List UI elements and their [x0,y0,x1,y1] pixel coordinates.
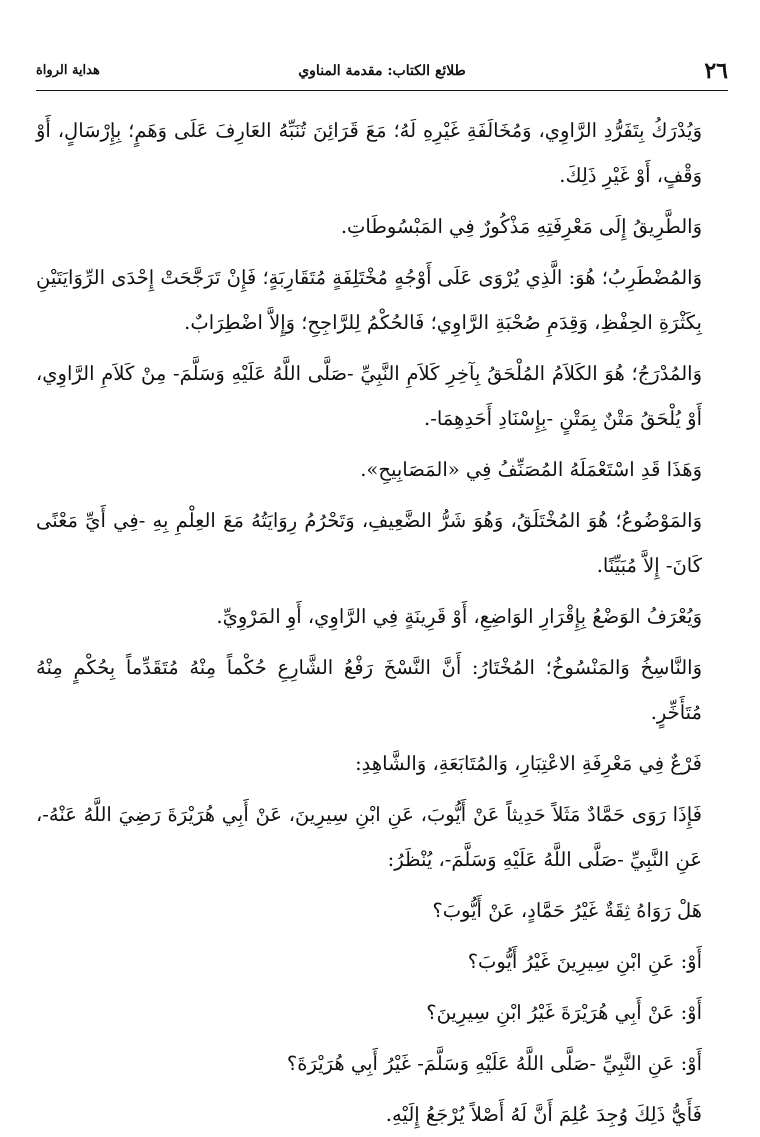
paragraph: فَإِذَا رَوَى حَمَّادٌ مَثَلاً حَدِيثاً عَنْ أَيُّوبَ، عَنِ ابْنِ سِيرِينَ، عَنْ أَبِي هُرَيْرَةَ رَضِيَ اللَّهُ عَنْهُ-، عَنِ النَّبِيِّ -صَلَّى اللَّهُ عَلَيْهِ وَسَلَّمَ-، يُنْظَرُ: [36,803,702,871]
question-line: هَلْ رَوَاهُ ثِقَةٌ غَيْرُ حَمَّادٍ، عَنْ أَيُّوبَ؟ [432,899,702,922]
book-title: طلائع الكتاب: مقدمة المناوي [298,63,466,79]
section-title: هداية الرواة [36,63,100,78]
page-header [36,54,728,88]
paragraph: وَهَذَا قَدِ اسْتَعْمَلَهُ المُصَنِّفُ فِي «المَصَابِيحِ». [360,458,702,481]
question-line: أَوْ: عَنِ النَّبِيِّ -صَلَّى اللَّهُ عَلَيْهِ وَسَلَّمَ- غَيْرُ أَبِي هُرَيْرَةَ؟ [286,1052,702,1075]
page-number: ٢٦ [704,58,728,84]
question-line: أَوْ: عَنْ أَبِي هُرَيْرَةَ غَيْرُ ابْنِ سِيرِينَ؟ [426,1001,702,1024]
paragraph: وَالنَّاسِخُ وَالمَنْسُوخُ؛ المُخْتَارُ: أَنَّ النَّسْخَ رَفْعُ الشَّارِعِ حُكْماً مِنْهُ مُتَقَدِّماً بِحُكْمٍ مِنْهُ مُتَأَخِّرٍ. [36,656,702,724]
question-line: أَوْ: عَنِ ابْنِ سِيرِينَ غَيْرُ أَيُّوبَ؟ [467,950,702,973]
paragraph: وَيُعْرَفُ الوَضْعُ بِإِقْرَارِ الوَاضِعِ، أَوْ قَرِينَةٍ فِي الرَّاوِي، أَوِ المَرْوِيِّ. [216,605,702,628]
paragraph: وَيُدْرَكُ بِتَفَرُّدِ الرَّاوِي، وَمُخَالَفَةِ غَيْرِهِ لَهُ؛ مَعَ قَرَائِنَ تُنَبِّهُ العَارِفَ عَلَى وَهَمٍ؛ بِإِرْسَالٍ، أَوْ وَقْفٍ، أَوْ غَيْرِ ذَلِكَ. [36,119,702,187]
paragraph: وَالمَوْضُوعُ؛ هُوَ المُخْتَلَقُ، وَهُوَ شَرُّ الضَّعِيفِ، وَتَحْرُمُ رِوَايَتُهُ مَعَ العِلْمِ بِهِ -فِي أَيِّ مَعْنًى كَانَ- إِلاَّ مُبَيِّنًا. [36,509,702,577]
paragraph: فَأَيُّ ذَلِكَ وُجِدَ عُلِمَ أَنَّ لَهُ أَصْلاً يُرْجَعُ إِلَيْهِ. [385,1103,702,1126]
page-body [36,108,724,1126]
header-rule [36,90,728,91]
paragraph: وَالمُدْرَجُ؛ هُوَ الكَلاَمُ المُلْحَقُ بِآخِرِ كَلاَمِ النَّبِيِّ -صَلَّى اللَّهُ عَلَيْهِ وَسَلَّمَ- مِنْ كَلاَمِ الرَّاوِي، أَوْ يُلْحَقُ مَتْنٌ بِمَتْنٍ -بِإِسْنَادِ أَحَدِهِمَا-. [36,362,702,430]
paragraph: وَالطَّرِيقُ إِلَى مَعْرِفَتِهِ مَذْكُورٌ فِي المَبْسُوطَاتِ. [340,215,702,238]
section-heading: فَرْعٌ فِي مَعْرِفَةِ الاعْتِبَارِ، وَالمُتَابَعَةِ، وَالشَّاهِدِ: [355,752,702,775]
paragraph: وَالمُضْطَرِبُ؛ هُوَ: الَّذِي يُرْوَى عَلَى أَوْجُهٍ مُخْتَلِفَةٍ مُتَقَارِبَةٍ؛ فَإِنْ تَرَجَّحَتْ إِحْدَى الرِّوَايَتَيْنِ بِكَثْرَةِ الحِفْظِ، وَقِدَمِ صُحْبَةِ الرَّاوِي؛ فَالحُكْمُ لِلرَّاجِحِ؛ وَإِلاَّ اضْطِرَابٌ. [36,266,702,334]
